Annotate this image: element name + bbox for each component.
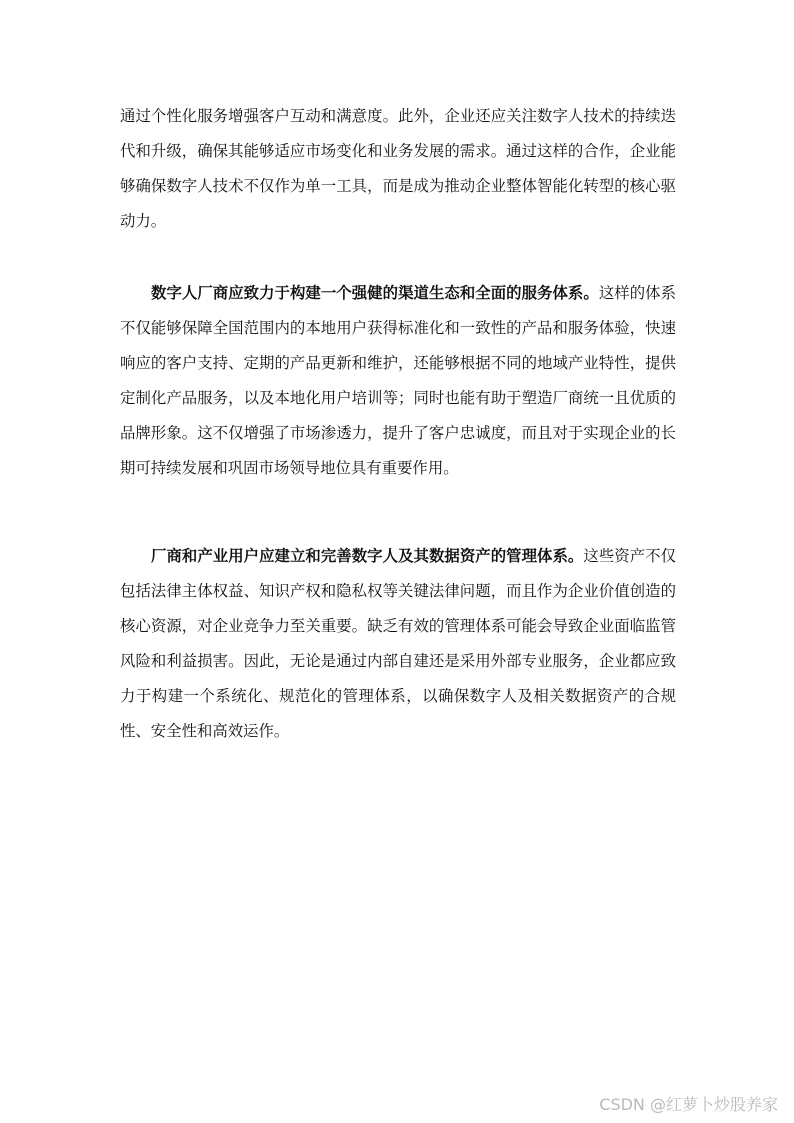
- paragraph-2-lead: 数字人厂商应致力于构建一个强健的渠道生态和全面的服务体系。: [151, 284, 599, 302]
- paragraph-3: [120, 539, 676, 750]
- paragraph-1: [120, 99, 676, 239]
- paragraph-1-body: 通过个性化服务增强客户互动和满意度。此外，企业还应关注数字人技术的持续迭代和升级，确保其能够适应市场变化和业务发展的需求。通过这样的合作，企业能够确保数字人技术不仅作为单一工具，而是成为推动企业整体智能化转型的核心驱动力。: [120, 107, 676, 231]
- watermark: CSDN @红萝卜炒股养家: [599, 1095, 778, 1114]
- paragraph-2: [120, 276, 676, 487]
- paragraph-2-body: 这样的体系不仅能够保障全国范围内的本地用户获得标准化和一致性的产品和服务体验，快速响应的客户支持、定期的产品更新和维护，还能够根据不同的地域产业特性，提供定制化产品服务，以及本地化用户培训等；同时也能有助于塑造厂商统一且优质的品牌形象。这不仅增强了市场渗透力，提升了客户忠诚度，而且对于实现企业的长期可持续发展和巩固市场领导地位具有重要作用。: [120, 284, 676, 478]
- paragraph-3-lead: 厂商和产业用户应建立和完善数字人及其数据资产的管理体系。: [151, 547, 584, 565]
- paragraph-3-body: 这些资产不仅包括法律主体权益、知识产权和隐私权等关键法律问题，而且作为企业价值创造的核心资源，对企业竞争力至关重要。缺乏有效的管理体系可能会导致企业面临监管风险和利益损害。因此，无论是通过内部自建还是采用外部专业服务，企业都应致力于构建一个系统化、规范化的管理体系，以确保数字人及相关数据资产的合规性、安全性和高效运作。: [120, 547, 676, 741]
